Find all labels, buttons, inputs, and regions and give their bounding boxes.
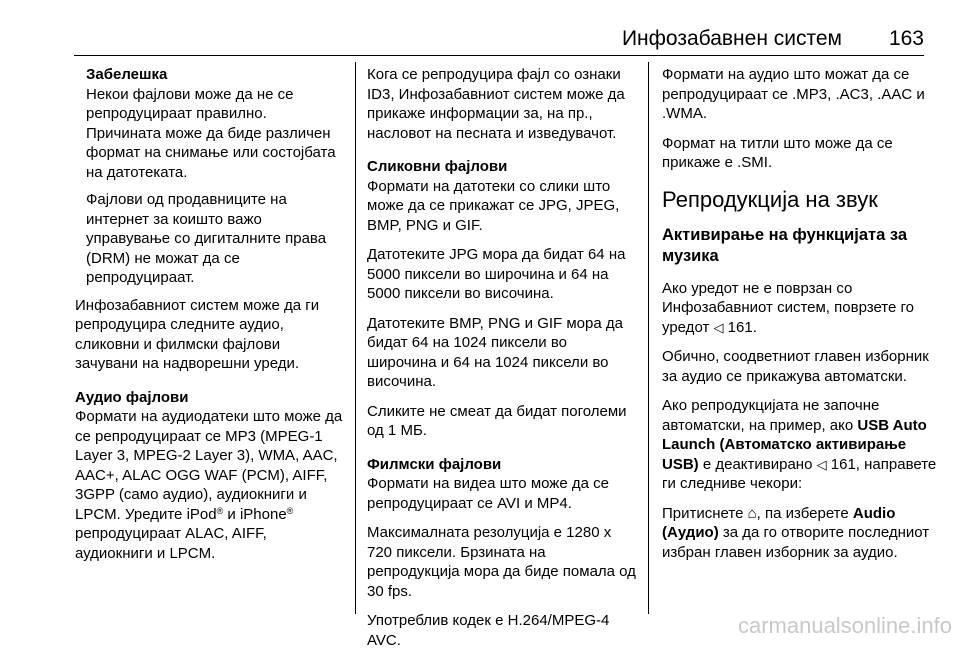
codec-paragraph: Употреблив кодек е H.264/MPEG-4 AVC. <box>367 612 610 649</box>
resolution-paragraph: Максималната резолуција е 1280 x 720 пиксели. Брзината на репродукција мора да биде помала од 30 fps. <box>367 524 636 600</box>
column-1 <box>75 65 345 573</box>
movie-files-heading: Филмски фајлови <box>367 455 502 473</box>
id3-paragraph: Кога се репродуцира фајл со ознаки ID3, Инфозабавниот систем може да прикаже информации за, на пр., насловот на песната и изведувачот. <box>367 66 625 142</box>
auto-display-paragraph: Обично, соодветниот главен изборник за аудио се прикажува автоматски. <box>662 348 929 385</box>
column-divider-2 <box>648 62 649 614</box>
column-3 <box>662 65 937 572</box>
note-paragraph-2: Фајлови од продавниците на интернет за коишто важо управување со дигиталните права (DRM) не можат да се репродуцираат. <box>86 191 327 286</box>
section-heading: Репродукција на звук <box>662 186 878 212</box>
audio-formats-paragraph: Формати на аудио што можат да се репродуцираат се .MP3, .AC3, .AAC и .WMA. <box>662 66 925 122</box>
audio-files-text: Формати на аудиодатеки што може да се репродуцираат се MP3 (MPEG-1 Layer 3, MPEG-2 Layer 3), WMA, AAC, AAC+, ALAC OGG WAF (PCM), AIFF, 3GPP (само аудио), аудиокниги и LPCM. Уредите iPod® и iPhone® репродуцираат ALAC, AIFF, аудиокниги и LPCM. <box>75 408 343 562</box>
audio-menu-label: Audio (Аудио) <box>662 504 896 541</box>
page-reference-icon: ◁ <box>713 319 724 335</box>
header-rule <box>74 55 924 56</box>
registered-mark: ® <box>286 505 294 516</box>
intro-paragraph: Инфозабавниот систем може да ги репродуцира следните аудио, сликовни и филмски фајлови зачувани на надворешни уреди. <box>75 296 320 372</box>
usb-auto-launch-label: USB Auto Launch (Автоматско активирање USB) <box>662 416 927 473</box>
page-reference[interactable]: 161 <box>727 318 753 336</box>
subtitle-format-paragraph: Формат на титли што може да се прикаже е .SMI. <box>662 134 893 171</box>
page-header-title: Инфозабавнен систем <box>621 27 842 50</box>
usb-autolaunch-paragraph: Ако репродукцијата не започне автоматски, на пример, ако USB Auto Launch (Автоматско активирање USB) е деактивирано ◁ 161, направете ги следниве чекори: <box>662 397 937 492</box>
subsection-heading: Активирање на функцијата за музика <box>662 225 908 265</box>
note-paragraph-1: Некои фајлови може да не се репродуцираат правилно. Причината може да биде различен формат на снимање или состојбата на датотеката. <box>86 85 336 181</box>
note-heading: Забелешка <box>86 66 168 83</box>
page-number: 163 <box>888 27 924 50</box>
image-size-paragraph: Сликите не смеат да бидат поголеми од 1 МБ. <box>367 402 627 439</box>
movie-files-text: Формати на видеа што може да се репродуцираат се AVI и MP4. <box>367 475 609 512</box>
image-files-heading: Сликовни фајлови <box>367 158 508 175</box>
column-divider-1 <box>355 62 356 614</box>
image-files-text: Формати на датотеки со слики што може да се прикажат се JPG, JPEG, BMP, PNG и GIF. <box>367 177 620 234</box>
connect-device-paragraph: Ако уредот не е поврзан со Инфозабавниот систем, поврзете го уредот ◁ 161. <box>662 279 914 336</box>
jpg-paragraph: Датотеките JPG мора да бидат 64 на 5000 пиксели во широчина и 64 на 5000 пиксели во височина. <box>367 246 626 302</box>
press-home-paragraph: Притиснете ⌂, па изберете Audio (Аудио) за да го отворите последниот избран главен изборник за аудио. <box>662 504 930 561</box>
home-icon: ⌂ <box>747 504 757 522</box>
column-2 <box>367 65 637 660</box>
page-reference-icon: ◁ <box>816 456 827 472</box>
page-header <box>0 0 960 60</box>
watermark: carmanualsonline.info <box>737 613 952 638</box>
page-reference[interactable]: 161 <box>830 455 856 473</box>
note-block <box>75 65 345 288</box>
bmp-paragraph: Датотеките BMP, PNG и GIF мора да бидат 64 на 1024 пиксели во широчина и 64 на 1024 пиксели во височина. <box>367 314 623 390</box>
registered-mark: ® <box>216 505 224 516</box>
audio-files-heading: Аудио фајлови <box>75 388 189 406</box>
